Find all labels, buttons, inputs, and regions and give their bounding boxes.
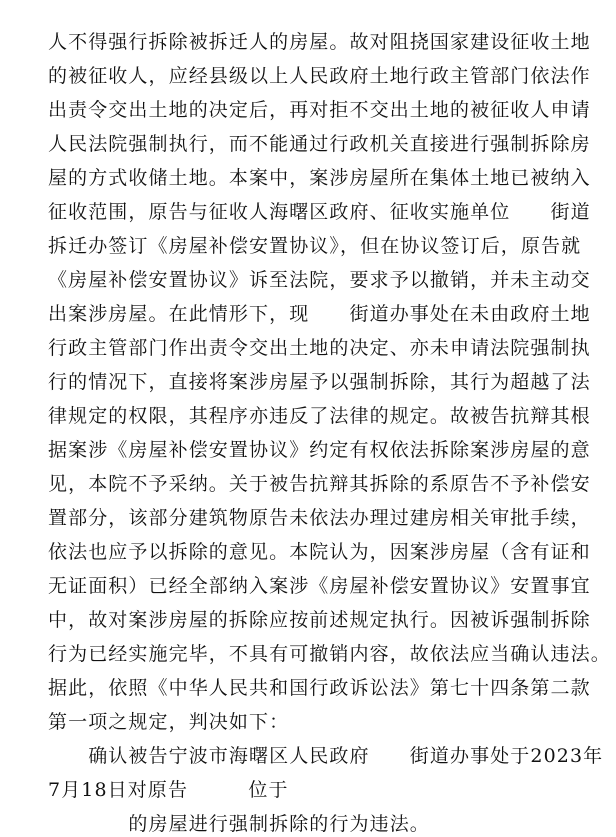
text-line: 见，本院不予采纳。关于被告抗辩其拆除的系原告不予补偿安 (48, 473, 591, 495)
judgment-line: 确认被告宁波市海曙区人民政府 街道办事处于2023年 (48, 745, 604, 767)
text-line: 《房屋补偿安置协议》诉至法院，要求予以撤销，并未主动交 (48, 269, 591, 291)
text-line: 据案涉《房屋补偿安置协议》约定有权依法拆除案涉房屋的意 (48, 439, 591, 461)
text-line: 置部分，该部分建筑物原告未依法办理过建房相关审批手续， (48, 507, 591, 529)
text-line: 第一项之规定，判决如下： (48, 711, 290, 733)
text-line: 依法也应予以拆除的意见。本院认为，因案涉房屋（含有证和 (48, 541, 591, 563)
text-line: 据此，依照《中华人民共和国行政诉讼法》第七十四条第二款 (48, 677, 591, 699)
text-line: 律规定的权限，其程序亦违反了法律的规定。故被告抗辩其根 (48, 405, 591, 427)
text-line: 出责令交出土地的决定后，再对拒不交出土地的被征收人申请 (48, 99, 591, 121)
text-line: 行政主管部门作出责令交出土地的决定、亦未申请法院强制执 (48, 337, 591, 359)
text-line: 中，故对案涉房屋的拆除应按前述规定执行。因被诉强制拆除 (48, 609, 591, 631)
text-line: 拆迁办签订《房屋补偿安置协议》，但在协议签订后，原告就 (48, 235, 582, 257)
text-line: 征收范围，原告与征收人海曙区政府、征收实施单位 街道 (48, 201, 591, 223)
text-line: 无证面积）已经全部纳入案涉《房屋补偿安置协议》安置事宜 (48, 575, 591, 597)
text-line: 行的情况下，直接将案涉房屋予以强制拆除，其行为超越了法 (48, 371, 591, 393)
text-line: 屋的方式收储土地。本案中，案涉房屋所在集体土地已被纳入 (48, 167, 591, 189)
judgment-line: 7月18日对原告 位于 (48, 779, 289, 801)
text-line: 人不得强行拆除被拆迁人的房屋。故对阻挠国家建设征收土地 (48, 31, 591, 53)
judgment-line: 的房屋进行强制拆除的行为违法。 (48, 813, 430, 835)
text-line: 行为已经实施完毕，不具有可撤销内容，故依法应当确认违法。 (48, 643, 611, 665)
text-line: 人民法院强制执行，而不能通过行政机关直接进行强制拆除房 (48, 133, 591, 155)
text-line: 的被征收人，应经县级以上人民政府土地行政主管部门依法作 (48, 65, 591, 87)
text-line: 出案涉房屋。在此情形下，现 街道办事处在未由政府土地 (48, 303, 591, 325)
